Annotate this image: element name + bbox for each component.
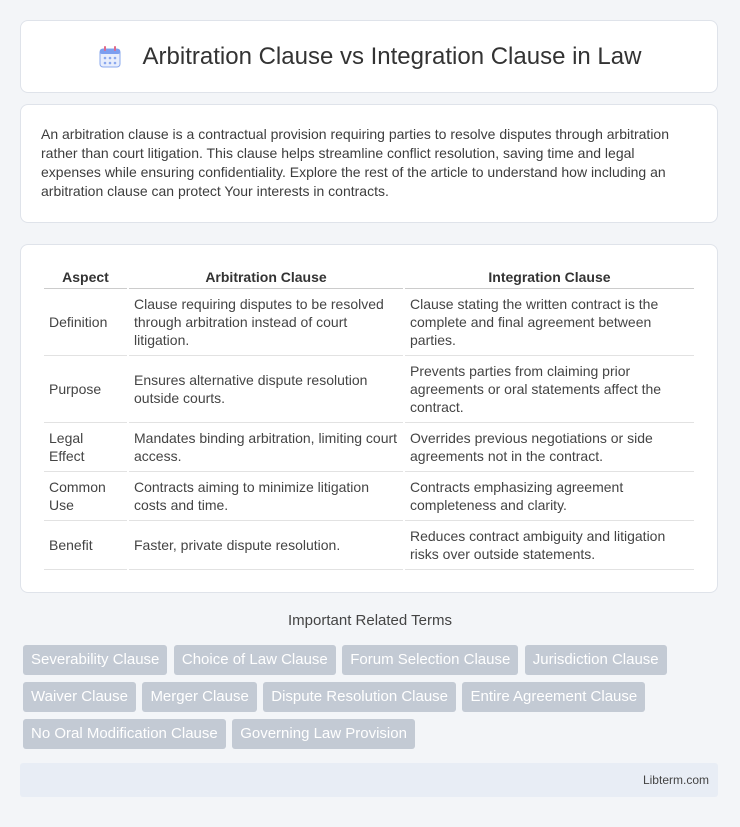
header-integration: Integration Clause	[405, 265, 694, 289]
row-arbitration: Contracts aiming to minimize litigation costs and time.	[129, 472, 403, 521]
header-arbitration: Arbitration Clause	[129, 265, 403, 289]
page-title: Arbitration Clause vs Integration Clause in Law	[142, 42, 642, 70]
related-term-tag[interactable]: Merger Clause	[142, 682, 256, 712]
related-term-tag[interactable]: Forum Selection Clause	[342, 645, 518, 675]
related-term-tag[interactable]: Choice of Law Clause	[174, 645, 336, 675]
comparison-table	[42, 265, 696, 570]
related-term-tag[interactable]: Governing Law Provision	[232, 719, 415, 749]
header-aspect: Aspect	[44, 265, 127, 289]
related-term-tag[interactable]: Waiver Clause	[23, 682, 136, 712]
row-aspect: Common Use	[44, 472, 127, 521]
row-aspect: Definition	[44, 289, 127, 356]
row-arbitration: Faster, private dispute resolution.	[129, 521, 403, 570]
related-term-tag[interactable]: Entire Agreement Clause	[462, 682, 645, 712]
intro-card	[20, 104, 718, 223]
row-arbitration: Ensures alternative dispute resolution outside courts.	[129, 356, 403, 423]
table-row	[44, 472, 694, 521]
related-term-tag[interactable]: Jurisdiction Clause	[525, 645, 667, 675]
calendar-icon	[97, 44, 123, 70]
footer-brand-link[interactable]: Libterm.com	[642, 773, 709, 787]
row-integration: Contracts emphasizing agreement completeness and clarity.	[405, 472, 694, 521]
table-row	[44, 356, 694, 423]
footer	[20, 763, 718, 797]
related-terms-title: Important Related Terms	[288, 612, 452, 629]
intro-text: An arbitration clause is a contractual provision requiring parties to resolve disputes through arbitration rather than court litigation. This clause helps streamline conflict resolution, saving time and legal expenses while ensuring confidentiality. Explore the rest of the article to understand how including an arbitration clause can protect Your interests in contracts.	[41, 126, 670, 199]
table-row	[44, 289, 694, 356]
table-header-row	[44, 265, 694, 289]
comparison-card	[20, 244, 718, 593]
row-integration: Reduces contract ambiguity and litigation risks over outside statements.	[405, 521, 694, 570]
related-term-tag[interactable]: Dispute Resolution Clause	[263, 682, 456, 712]
row-integration: Prevents parties from claiming prior agreements or oral statements affect the contract.	[405, 356, 694, 423]
header-card	[20, 20, 718, 93]
row-aspect: Purpose	[44, 356, 127, 423]
row-aspect: Benefit	[44, 521, 127, 570]
row-integration: Clause stating the written contract is the complete and final agreement between parties.	[405, 289, 694, 356]
related-terms-list	[23, 645, 723, 756]
row-arbitration: Mandates binding arbitration, limiting court access.	[129, 423, 403, 472]
related-term-tag[interactable]: No Oral Modification Clause	[23, 719, 226, 749]
row-aspect: Legal Effect	[44, 423, 127, 472]
row-integration: Overrides previous negotiations or side agreements not in the contract.	[405, 423, 694, 472]
table-row	[44, 521, 694, 570]
related-term-tag[interactable]: Severability Clause	[23, 645, 167, 675]
table-row	[44, 423, 694, 472]
row-arbitration: Clause requiring disputes to be resolved through arbitration instead of court litigation.	[129, 289, 403, 356]
